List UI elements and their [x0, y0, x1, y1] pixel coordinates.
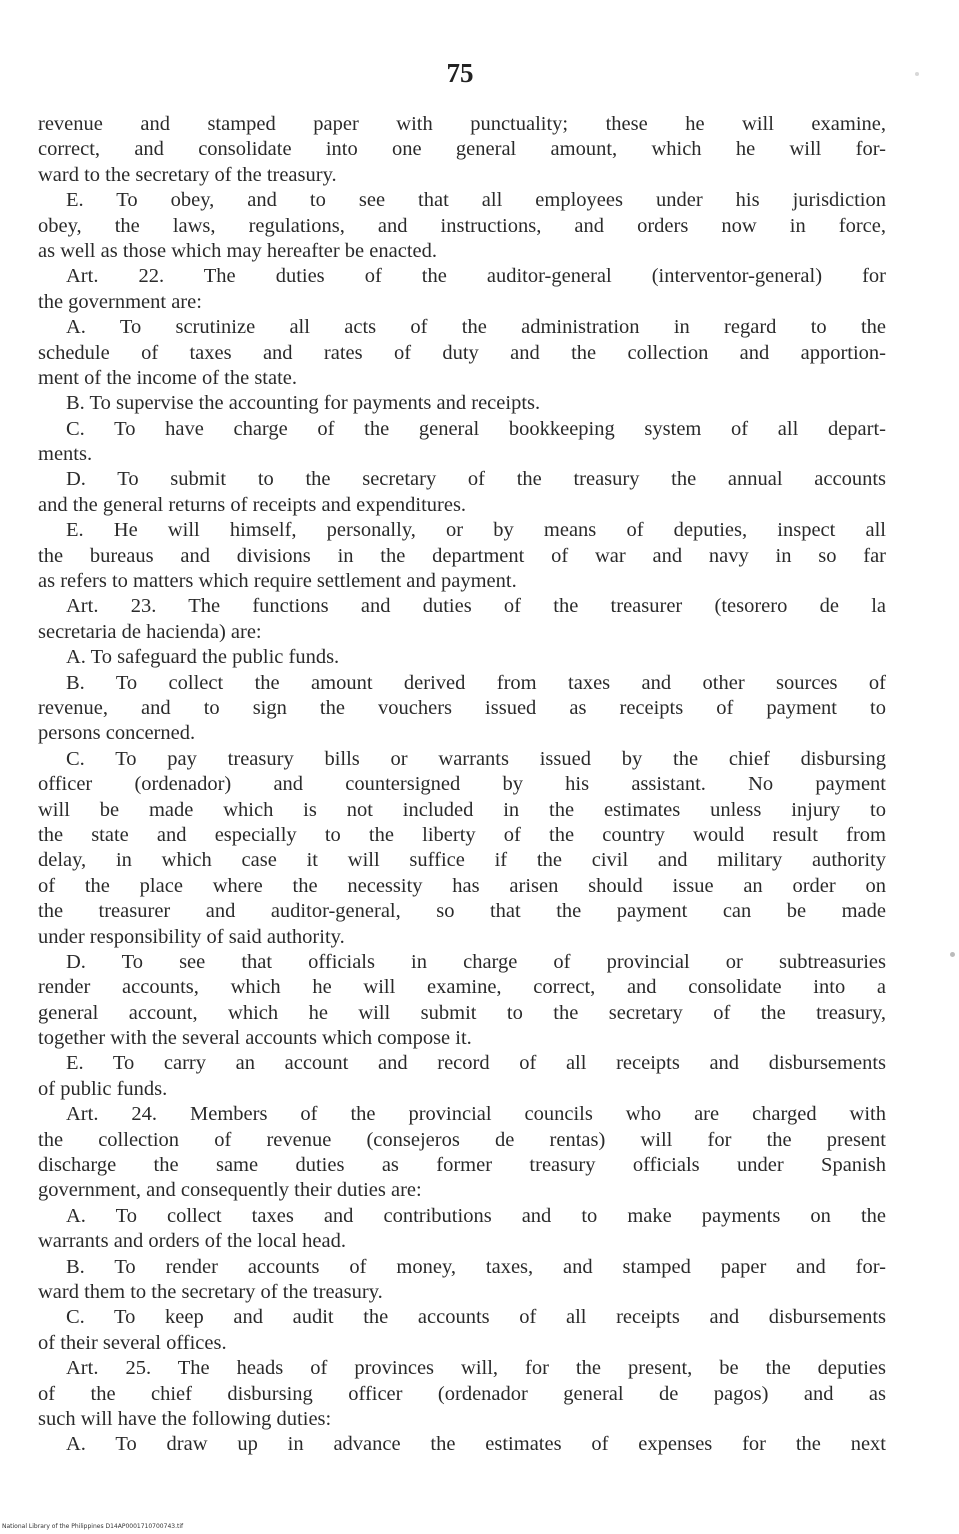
text-line: the state and especially to the liberty of the country would result from — [38, 823, 886, 846]
text-line: as refers to matters which require settlement and payment. — [38, 570, 517, 593]
text-line: the treasurer and auditor-general, so that the payment can be made — [38, 900, 886, 923]
text-line: A. To scrutinize all acts of the administration in regard to the — [66, 316, 886, 339]
text-line: C. To pay treasury bills or warrants issued by the chief disbursing — [66, 747, 886, 770]
text-line: discharge the same duties as former treasury officials under Spanish — [38, 1154, 886, 1177]
text-line: and the general returns of receipts and expenditures. — [38, 493, 467, 516]
text-line: Art. 22. The duties of the auditor-general (interventor-general) for — [66, 265, 886, 288]
text-line: E. To obey, and to see that all employees under his jurisdiction — [66, 189, 886, 212]
text-line: render accounts, which he will examine, correct, and consolidate into a — [38, 976, 886, 999]
text-line: secretaria de hacienda) are: — [38, 620, 262, 643]
text-line: A. To draw up in advance the estimates of expenses for the next — [66, 1433, 886, 1456]
paper-speck — [950, 952, 955, 957]
text-line: ment of the income of the state. — [38, 366, 298, 389]
text-line: of their several offices. — [38, 1331, 227, 1354]
text-line: ments. — [38, 443, 93, 466]
text-line: the collection of revenue (consejeros de rentas) will for the present — [38, 1128, 886, 1151]
text-line: D. To see that officials in charge of provincial or subtreasuries — [66, 950, 886, 973]
text-line: Art. 24. Members of the provincial councils who are charged with — [66, 1103, 886, 1126]
text-line: ward them to the secretary of the treasury. — [38, 1280, 383, 1303]
text-line: under responsibility of said authority. — [38, 925, 345, 948]
text-line: B. To supervise the accounting for payments and receipts. — [66, 392, 541, 415]
text-line: government, and consequently their duties are: — [38, 1179, 422, 1202]
text-line: B. To collect the amount derived from taxes and other sources of — [66, 671, 886, 694]
text-line: persons concerned. — [38, 722, 196, 745]
text-line: such will have the following duties: — [38, 1407, 332, 1430]
text-line: E. He will himself, personally, or by means of deputies, inspect all — [66, 519, 886, 542]
text-line: of public funds. — [38, 1077, 168, 1100]
text-line: the bureaus and divisions in the department of war and navy in so far — [38, 544, 886, 567]
text-line: correct, and consolidate into one general amount, which he will for- — [38, 138, 886, 161]
text-line: of the place where the necessity has arisen should issue an order on — [38, 874, 886, 897]
text-line: together with the several accounts which compose it. — [38, 1027, 472, 1050]
text-line: C. To keep and audit the accounts of all receipts and disbursements — [66, 1306, 886, 1329]
text-line: warrants and orders of the local head. — [38, 1230, 346, 1253]
text-line: Art. 25. The heads of provinces will, for the present, be the deputies — [66, 1357, 886, 1380]
text-line: delay, in which case it will suffice if the civil and military authority — [38, 849, 886, 872]
text-line: A. To collect taxes and contributions and to make payments on the — [66, 1204, 886, 1227]
text-line: obey, the laws, regulations, and instructions, and orders now in force, — [38, 214, 886, 237]
text-line: D. To submit to the secretary of the treasury the annual accounts — [66, 468, 886, 491]
text-line: the government are: — [38, 290, 202, 313]
document-body — [38, 112, 886, 1458]
text-line: E. To carry an account and record of all receipts and disbursements — [66, 1052, 886, 1075]
page-number: 75 — [446, 58, 474, 88]
text-line: A. To safeguard the public funds. — [66, 646, 340, 669]
text-line: Art. 23. The functions and duties of the treasurer (tesorero de la — [66, 595, 886, 618]
archive-footer: National Library of the Philippines D14AP0001710700743.tif — [2, 1523, 184, 1530]
text-line: schedule of taxes and rates of duty and the collection and apportion- — [38, 341, 886, 364]
text-line: ward to the secretary of the treasury. — [38, 163, 337, 186]
text-line: C. To have charge of the general bookkeeping system of all depart- — [66, 417, 886, 440]
text-line: revenue, and to sign the vouchers issued as receipts of payment to — [38, 696, 886, 719]
text-line: B. To render accounts of money, taxes, and stamped paper and for- — [66, 1255, 886, 1278]
text-line: officer (ordenador) and countersigned by his assistant. No payment — [38, 773, 886, 796]
text-line: as well as those which may hereafter be enacted. — [38, 239, 437, 262]
text-line: revenue and stamped paper with punctuality; these he will examine, — [38, 113, 886, 135]
paper-speck — [915, 72, 919, 76]
text-line: general account, which he will submit to the secretary of the treasury, — [38, 1001, 886, 1024]
text-line: of the chief disbursing officer (ordenador general de pagos) and as — [38, 1382, 886, 1405]
text-line: will be made which is not included in the estimates unless injury to — [38, 798, 886, 821]
